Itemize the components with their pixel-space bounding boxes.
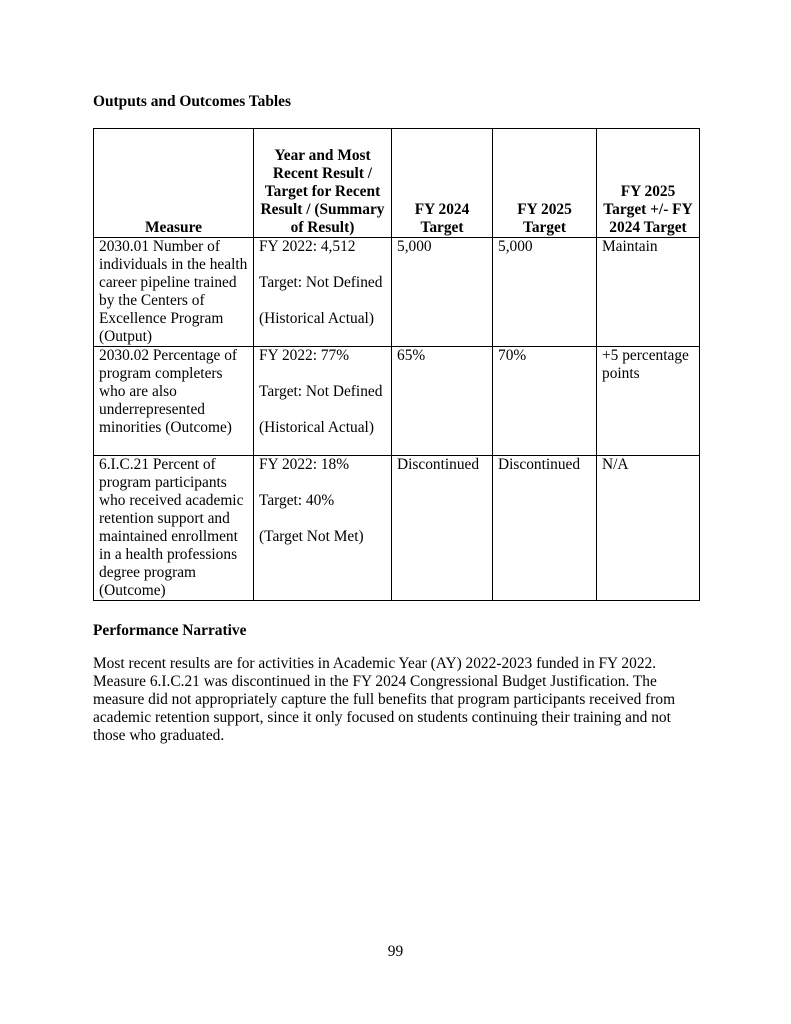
target-difference-cell: N/A: [597, 456, 700, 601]
header-target-difference: FY 2025 Target +/- FY 2024 Target: [597, 129, 700, 238]
result-value: FY 2022: 18%: [259, 456, 350, 473]
result-summary: (Historical Actual): [259, 419, 374, 436]
fy2024-target-cell: Discontinued: [392, 456, 493, 601]
header-recent-result: Year and Most Recent Result / Target for Recent Result / (Summary of Result): [254, 129, 392, 238]
outcomes-table: [93, 128, 700, 601]
result-summary: (Historical Actual): [259, 310, 374, 327]
fy2025-target-cell: Discontinued: [493, 456, 597, 601]
fy2025-target-cell: 70%: [493, 347, 597, 456]
result-cell: [254, 456, 392, 601]
result-target: Target: Not Defined: [259, 383, 383, 400]
fy2024-target-cell: 65%: [392, 347, 493, 456]
fy2024-target-cell: 5,000: [392, 238, 493, 347]
header-fy2024-target: FY 2024 Target: [392, 129, 493, 238]
fy2025-target-cell: 5,000: [493, 238, 597, 347]
target-difference-cell: +5 percentage points: [597, 347, 700, 456]
table-row: [94, 456, 700, 601]
narrative-body: Most recent results are for activities in Academic Year (AY) 2022-2023 funded in FY 2022. Measure 6.I.C.21 was discontinued in the FY 2024 Congressional Budget Justification. The measure did not appropriately capture the full benefits that program participants received from academic retention support, since it only focused on students continuing their training and not those who graduated.: [93, 655, 676, 744]
header-measure: Measure: [94, 129, 254, 238]
table-row: [94, 347, 700, 456]
result-value: FY 2022: 77%: [259, 347, 350, 364]
narrative-title: Performance Narrative: [93, 622, 247, 639]
measure-cell: 6.I.C.21 Percent of program participants who received academic retention support and maintained enrollment in a health professions degree program (Outcome): [94, 456, 254, 601]
header-fy2025-target: FY 2025 Target: [493, 129, 597, 238]
result-target: Target: Not Defined: [259, 274, 383, 291]
result-cell: [254, 238, 392, 347]
page-number: 99: [387, 943, 404, 960]
table-header-row: [94, 129, 700, 238]
table-row: [94, 238, 700, 347]
target-difference-cell: Maintain: [597, 238, 700, 347]
result-summary: (Target Not Met): [259, 528, 364, 545]
result-value: FY 2022: 4,512: [259, 238, 356, 255]
result-cell: [254, 347, 392, 456]
section-title: Outputs and Outcomes Tables: [93, 93, 291, 110]
measure-cell: 2030.02 Percentage of program completers who are also underrepresented minorities (Outcome): [94, 347, 254, 456]
measure-cell: 2030.01 Number of individuals in the health career pipeline trained by the Centers of Excellence Program (Output): [94, 238, 254, 347]
result-target: Target: 40%: [259, 492, 335, 509]
